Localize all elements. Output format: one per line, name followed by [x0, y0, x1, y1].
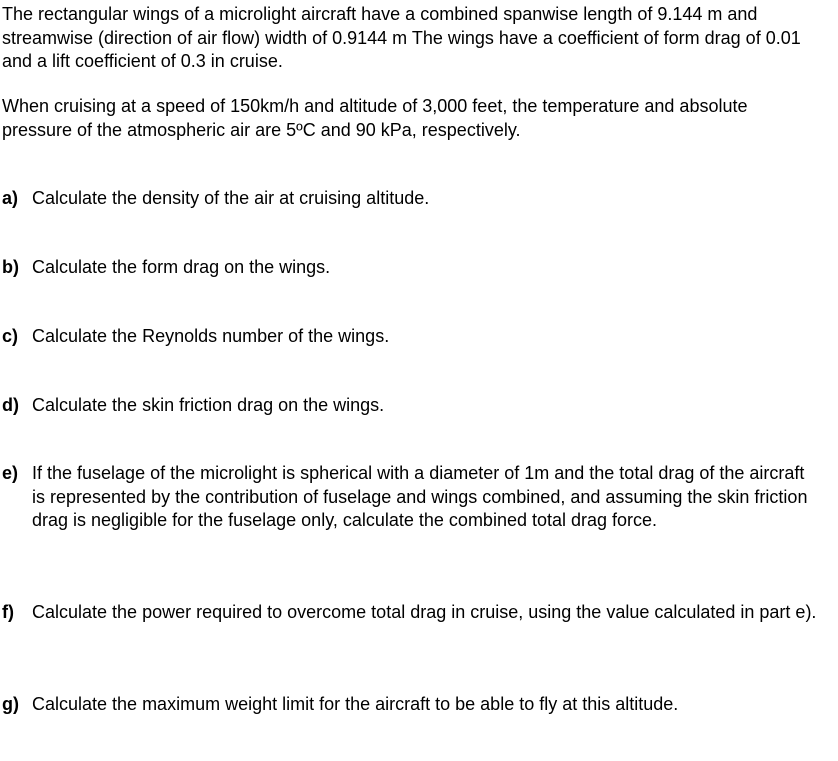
question-label: f)	[2, 602, 14, 622]
question-label: e)	[2, 463, 19, 483]
question-b	[2, 256, 822, 280]
intro-paragraph-2: When cruising at a speed of 150km/h and altitude of 3,000 feet, the temperature and absolute pressure of the atmospheric air are 5ºC and 90 kPa, respectively.	[2, 96, 748, 140]
question-label: d)	[2, 395, 19, 415]
question-label: a)	[2, 188, 19, 208]
question-label: c)	[2, 326, 19, 346]
question-label: b)	[2, 257, 19, 277]
question-a	[2, 187, 822, 211]
question-f	[2, 601, 822, 625]
question-text: If the fuselage of the microlight is spherical with a diameter of 1m and the total drag of the aircraft is represented by the contribution of fuselage and wings combined, and assuming the skin friction drag is negligible for the fuselage only, calculate the combined total drag force.	[32, 463, 808, 530]
question-c	[2, 325, 822, 349]
question-d	[2, 394, 822, 418]
question-text: Calculate the Reynolds number of the wings.	[32, 326, 390, 346]
question-text: Calculate the form drag on the wings.	[32, 257, 331, 277]
question-g	[2, 693, 822, 717]
question-label: g)	[2, 694, 19, 714]
question-text: Calculate the maximum weight limit for the aircraft to be able to fly at this altitude.	[32, 694, 679, 714]
question-text: Calculate the power required to overcome total drag in cruise, using the value calculated in part e).	[32, 602, 817, 622]
question-e	[2, 462, 822, 533]
question-text: Calculate the skin friction drag on the wings.	[32, 395, 385, 415]
question-text: Calculate the density of the air at cruising altitude.	[32, 188, 430, 208]
intro-paragraph-1: The rectangular wings of a microlight aircraft have a combined spanwise length of 9.144 m and streamwise (direction of air flow) width of 0.9144 m The wings have a coefficient of form drag of 0.01 and a lift coefficient of 0.3 in cruise.	[2, 4, 801, 71]
